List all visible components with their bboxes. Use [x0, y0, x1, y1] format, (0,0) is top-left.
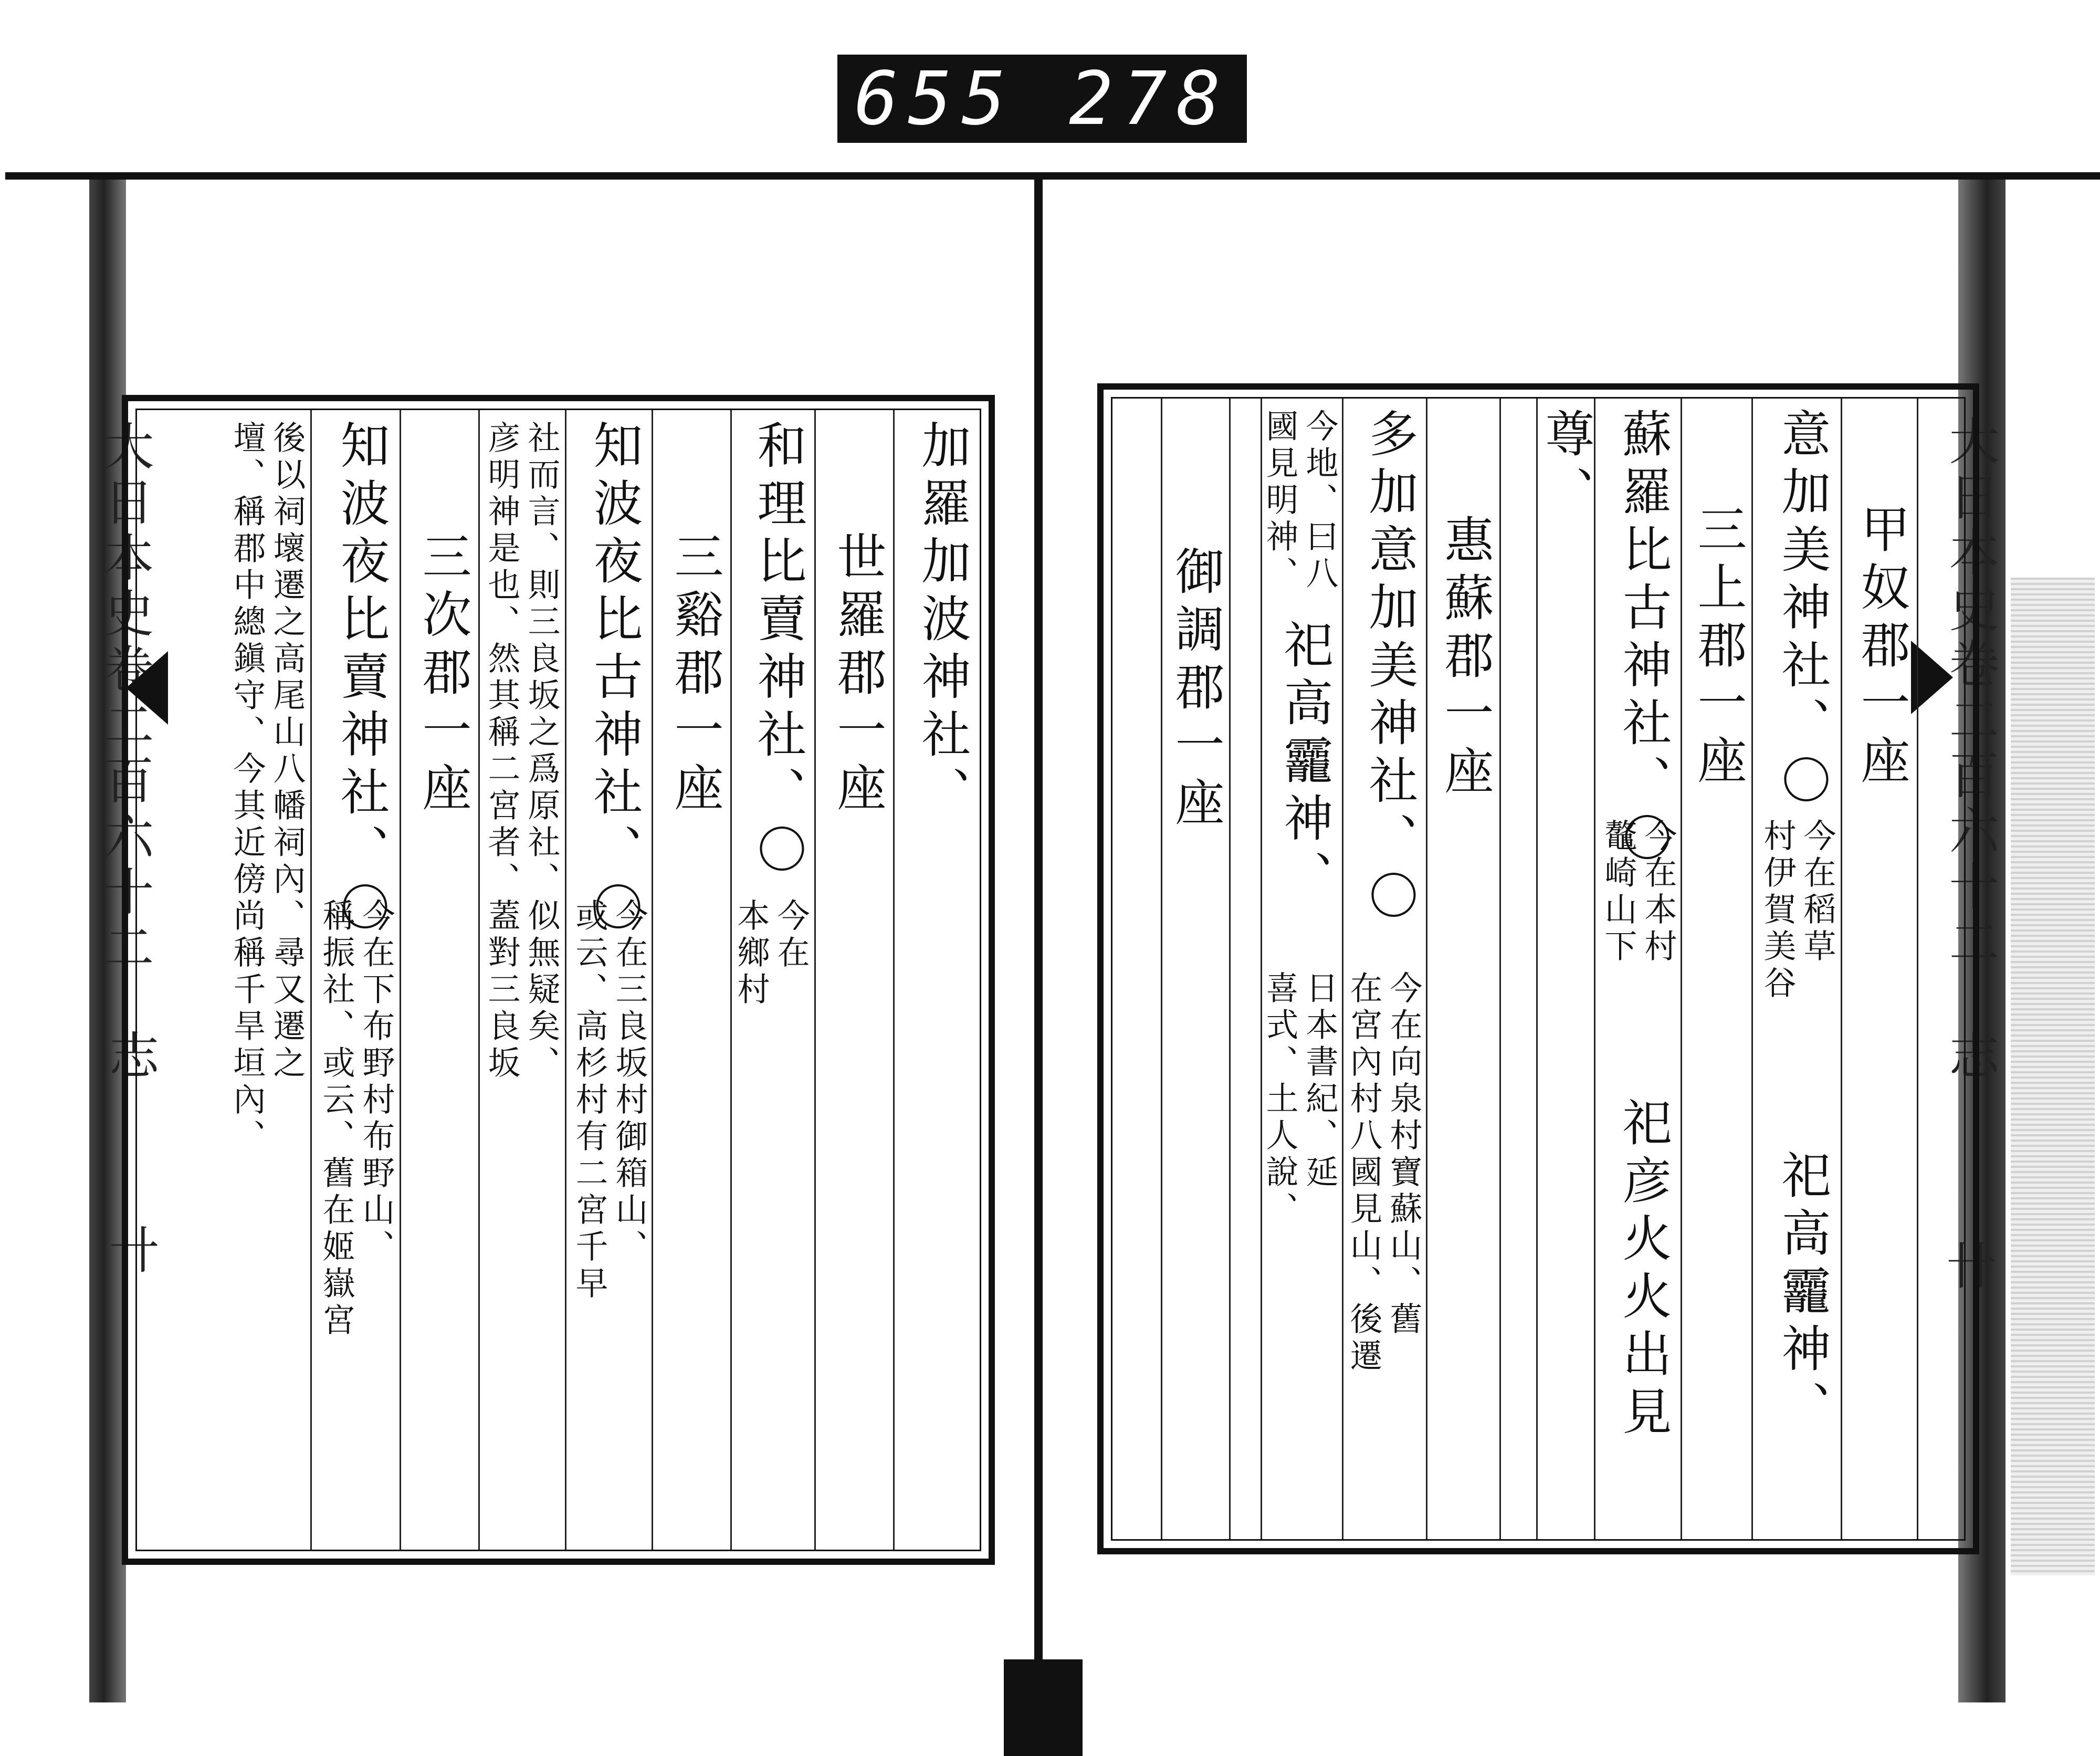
- column: [1841, 399, 1917, 1539]
- page-stack-shadow: [2011, 578, 2095, 1575]
- column: [1917, 399, 1964, 1539]
- column: [1161, 399, 1229, 1539]
- column: [1751, 399, 1841, 1539]
- left-margin-title: 大日本史卷二百六十二: [96, 420, 154, 977]
- column: [1536, 399, 1594, 1539]
- district-heading: 三上郡一座: [1689, 504, 1746, 792]
- annotation-line: 在宮內村八國見山、後遷: [1345, 971, 1383, 1375]
- annotation-line: 今在向泉村寶蘇山、舊: [1384, 971, 1423, 1339]
- column: [893, 410, 980, 1550]
- right-margin-title: 大日本史卷二百六十二: [1941, 415, 2000, 971]
- annotation-line: 鼇崎山下: [1599, 819, 1637, 966]
- microfilm-frame-number: 655 278: [837, 55, 1247, 143]
- column: [814, 410, 893, 1550]
- district-heading: 三谿郡一座: [666, 531, 723, 820]
- annotation-line: 今在三良坂村御箱山、: [610, 898, 648, 1266]
- annotation: [1599, 819, 1677, 966]
- top-rule: [5, 172, 2100, 180]
- shrine-name: 加羅加波神社、: [913, 420, 970, 824]
- column: [1426, 399, 1499, 1539]
- annotation-line: 稱振社、或云、舊在姬嶽宮: [317, 898, 355, 1340]
- annotation: [1261, 971, 1339, 1228]
- district-heading: 三次郡一座: [414, 531, 471, 820]
- annotation-line: 或云、高杉村有二宮千早: [570, 898, 608, 1303]
- column: [1342, 399, 1426, 1539]
- column: [652, 410, 730, 1550]
- column: [1594, 399, 1681, 1539]
- column: [730, 410, 814, 1550]
- left-margin-folio: 卄: [101, 1224, 160, 1279]
- annotation: [732, 898, 810, 1009]
- shrine-name: 和理比賣神社、〇: [749, 420, 806, 882]
- annotation-line: 國見明神、: [1261, 409, 1299, 593]
- district-heading: 世羅郡一座: [828, 531, 886, 820]
- annotation-line: 本鄉村: [732, 898, 770, 1009]
- book-gutter: [1034, 172, 1043, 1695]
- left-page-columns: [137, 410, 980, 1550]
- annotation: [1261, 409, 1339, 593]
- annotation-line: 日本書紀、延: [1300, 971, 1339, 1191]
- annotation: [1758, 819, 1836, 1002]
- annotation-line: 村伊賀美谷: [1758, 819, 1797, 1002]
- annotation-line: 彦明神是也、然其稱二宮者、蓋對三良坂: [482, 421, 521, 1082]
- column: [1499, 399, 1536, 1539]
- column: [1112, 399, 1161, 1539]
- right-margin-section: 志: [1941, 1029, 2000, 1085]
- column: [1681, 399, 1751, 1539]
- column: [565, 410, 652, 1550]
- annotation: [317, 898, 395, 1340]
- shrine-name: 蘇羅比古神社、〇: [1614, 408, 1671, 870]
- left-page: [122, 395, 995, 1565]
- annotation-line: 今在: [772, 898, 810, 972]
- continuation-text: 尊、: [1537, 408, 1594, 524]
- annotation: [482, 421, 561, 1082]
- column: [478, 410, 565, 1550]
- column: [400, 410, 478, 1550]
- annotation: [1345, 971, 1423, 1375]
- gutter-foot: [1004, 1659, 1083, 1756]
- left-margin-section: 志: [101, 1029, 160, 1085]
- annotation-line: 社而言、則三良坂之爲原社、似無疑矣、: [522, 421, 561, 1082]
- shrine-name: 知波夜比賣神社、〇: [332, 420, 389, 939]
- column: [137, 410, 310, 1550]
- annotation-line: 今在稻草: [1798, 819, 1836, 966]
- left-page-inner-frame: [135, 409, 981, 1551]
- district-heading: 御調郡一座: [1167, 546, 1224, 834]
- annotation-line: 後以祠壞遷之高尾山八幡祠內、尋又遷之: [268, 421, 306, 1082]
- annotation-line: 喜式、土人說、: [1261, 971, 1299, 1228]
- column: [1261, 399, 1342, 1539]
- right-page-columns: [1112, 399, 1964, 1539]
- right-page-inner-frame: [1111, 397, 1966, 1541]
- annotation-line: 今在本村: [1639, 819, 1677, 966]
- annotation: [228, 421, 306, 1156]
- right-margin-folio: 卄: [1938, 1239, 1997, 1295]
- right-page: [1097, 383, 1979, 1554]
- deity-text: 祀彦火火出見: [1614, 1097, 1671, 1444]
- annotation-line: 壇、稱郡中總鎭守、今其近傍尚稱千旱垣內、: [228, 421, 266, 1156]
- column: [310, 410, 400, 1550]
- shrine-name: 知波夜比古神社、〇: [585, 420, 642, 939]
- shrine-name: 多加意加美神社、〇: [1360, 408, 1418, 928]
- column: [1229, 399, 1261, 1539]
- deity-text: 祀高龗神、: [1275, 619, 1332, 908]
- deity-text: 祀高龗神、: [1773, 1149, 1830, 1438]
- annotation-line: 今地、曰八: [1300, 409, 1339, 593]
- annotation-line: 今在下布野村布野山、: [357, 898, 395, 1266]
- annotation: [570, 898, 648, 1303]
- shrine-name: 意加美神社、〇: [1773, 408, 1830, 812]
- district-heading: 惠蘇郡一座: [1436, 514, 1493, 803]
- district-heading: 甲奴郡一座: [1852, 504, 1909, 792]
